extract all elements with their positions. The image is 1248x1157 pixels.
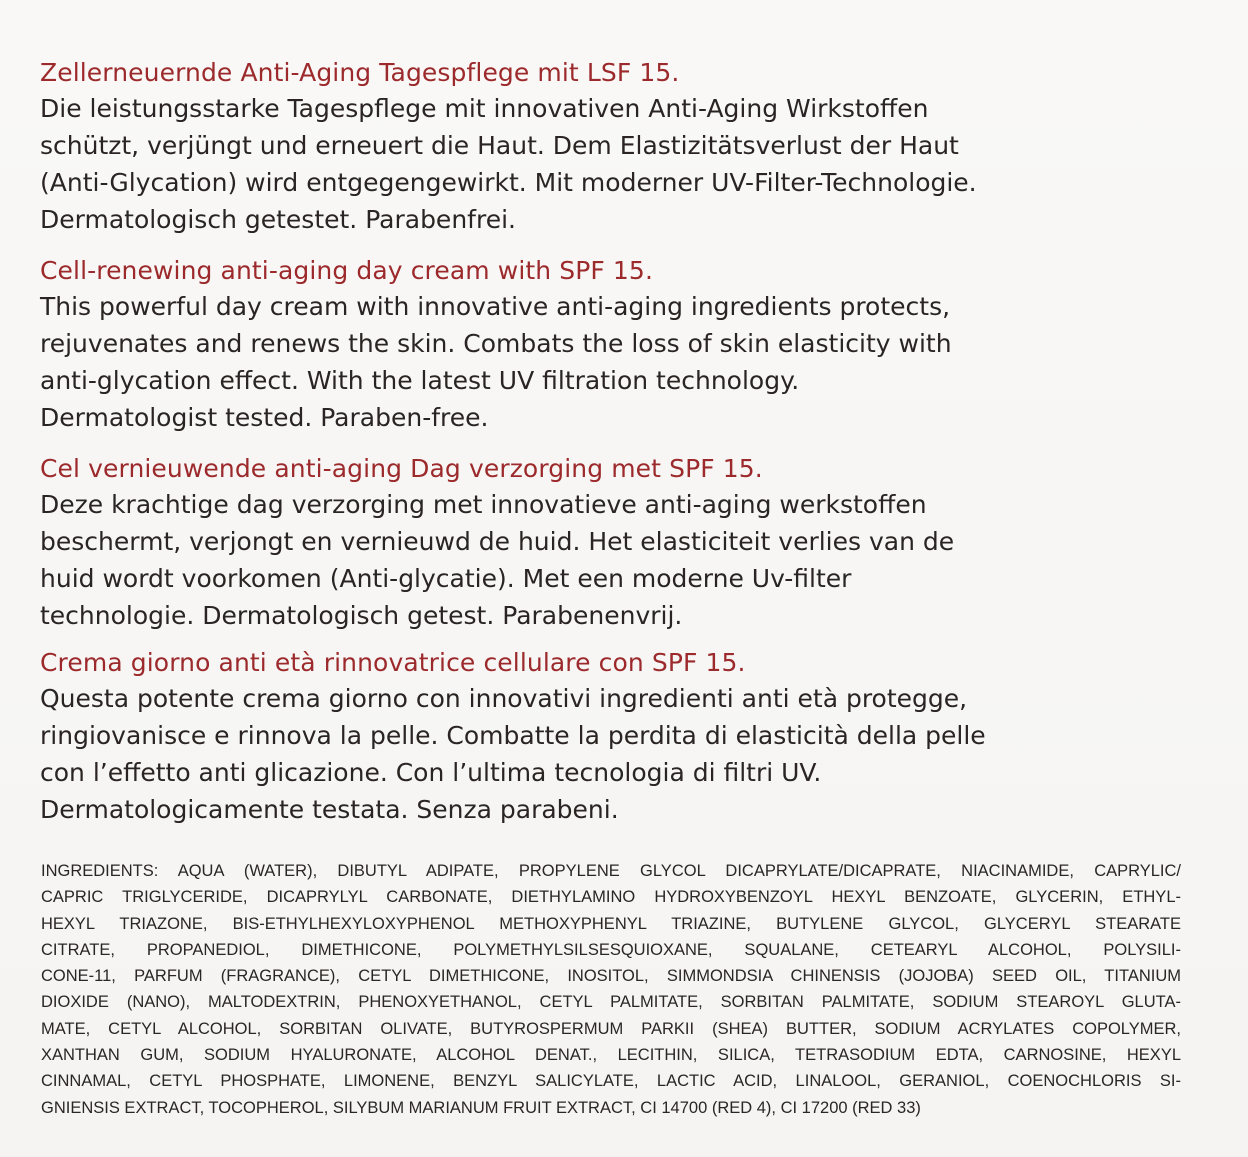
english-text-line: anti-glycation effect. With the latest UV filtration technology. <box>40 366 800 395</box>
italian-text-line: con l’effetto anti glicazione. Con l’ultima tecnologia di filtri UV. <box>40 758 822 787</box>
ingredients-line: INGREDIENTS: AQUA (WATER), DIBUTYL ADIPATE, PROPYLENE GLYCOL DICAPRYLATE/DICAPRATE, NIACINAMIDE, CAPRYLIC/ <box>41 862 1181 880</box>
german-text-line: schützt, verjüngt und erneuert die Haut. Dem Elastizitätsverlust der Haut <box>40 131 959 160</box>
english-text-line: rejuvenates and renews the skin. Combats the loss of skin elasticity with <box>40 329 952 358</box>
ingredients-line: GNIENSIS EXTRACT, TOCOPHEROL, SILYBUM MARIANUM FRUIT EXTRACT, CI 14700 (RED 4), CI 17200 (RED 33) <box>41 1098 921 1117</box>
ingredients-line: CITRATE, PROPANEDIOL, DIMETHICONE, POLYMETHYLSILSESQUIOXANE, SQUALANE, CETEARYL ALCOHOL, POLYSILI- <box>41 940 1181 959</box>
italian-description <box>40 645 1210 828</box>
german-description <box>40 55 1210 238</box>
english-text-line: Dermatologist tested. Paraben-free. <box>40 403 489 432</box>
english-description <box>40 253 1210 436</box>
dutch-text-line: technologie. Dermatologisch getest. Parabenenvrij. <box>40 601 683 630</box>
ingredients-line: CONE-11, PARFUM (FRAGRANCE), CETYL DIMETHICONE, INOSITOL, SIMMONDSIA CHINENSIS (JOJOBA) SEED OIL, TITANIUM <box>41 967 1181 986</box>
ingredients-line: XANTHAN GUM, SODIUM HYALURONATE, ALCOHOL DENAT., LECITHIN, SILICA, TETRASODIUM EDTA, CARNOSINE, HEXYL <box>41 1046 1181 1065</box>
italian-text-line: ringiovanisce e rinnova la pelle. Combatte la perdita di elasticità della pelle <box>40 721 986 750</box>
dutch-text-line: beschermt, verjongt en vernieuwd de huid. Het elasticiteit verlies van de <box>40 527 955 556</box>
ingredients-line: MATE, CETYL ALCOHOL, SORBITAN OLIVATE, BUTYROSPERMUM PARKII (SHEA) BUTTER, SODIUM ACRYLATES COPOLYMER, <box>41 1019 1181 1038</box>
german-text-line: Dermatologisch getestet. Parabenfrei. <box>40 205 516 234</box>
german-heading: Zellerneuernde Anti-Aging Tagespflege mit LSF 15. <box>40 58 680 87</box>
dutch-text-line: huid wordt voorkomen (Anti-glycatie). Met een moderne Uv-filter <box>40 564 852 593</box>
ingredients-list <box>41 858 1181 1121</box>
ingredients-line: CINNAMAL, CETYL PHOSPHATE, LIMONENE, BENZYL SALICYLATE, LACTIC ACID, LINALOOL, GERANIOL, COENOCHLORIS SI- <box>41 1072 1181 1091</box>
ingredients-line: HEXYL TRIAZONE, BIS-ETHYLHEXYLOXYPHENOL METHOXYPHENYL TRIAZINE, BUTYLENE GLYCOL, GLYCERYL STEARATE <box>41 914 1181 933</box>
english-heading: Cell-renewing anti-aging day cream with SPF 15. <box>40 256 653 285</box>
ingredients-line: DIOXIDE (NANO), MALTODEXTRIN, PHENOXYETHANOL, CETYL PALMITATE, SORBITAN PALMITATE, SODIUM STEAROYL GLUTA- <box>41 993 1181 1012</box>
dutch-heading: Cel vernieuwende anti-aging Dag verzorging met SPF 15. <box>40 454 763 483</box>
german-text-line: (Anti-Glycation) wird entgegengewirkt. Mit moderner UV-Filter-Technologie. <box>40 168 977 197</box>
ingredients-line: CAPRIC TRIGLYCERIDE, DICAPRYLYL CARBONATE, DIETHYLAMINO HYDROXYBENZOYL HEXYL BENZOATE, GLYCERIN, ETHYL- <box>41 888 1181 907</box>
german-text-line: Die leistungsstarke Tagespflege mit innovativen Anti-Aging Wirkstoffen <box>40 94 929 123</box>
dutch-description <box>40 451 1210 634</box>
italian-text-line: Questa potente crema giorno con innovativi ingredienti anti età protegge, <box>40 684 968 713</box>
italian-heading: Crema giorno anti età rinnovatrice cellulare con SPF 15. <box>40 648 746 677</box>
dutch-text-line: Deze krachtige dag verzorging met innovatieve anti-aging werkstoffen <box>40 490 927 519</box>
italian-text-line: Dermatologicamente testata. Senza parabeni. <box>40 795 619 824</box>
english-text-line: This powerful day cream with innovative anti-aging ingredients protects, <box>40 292 951 321</box>
